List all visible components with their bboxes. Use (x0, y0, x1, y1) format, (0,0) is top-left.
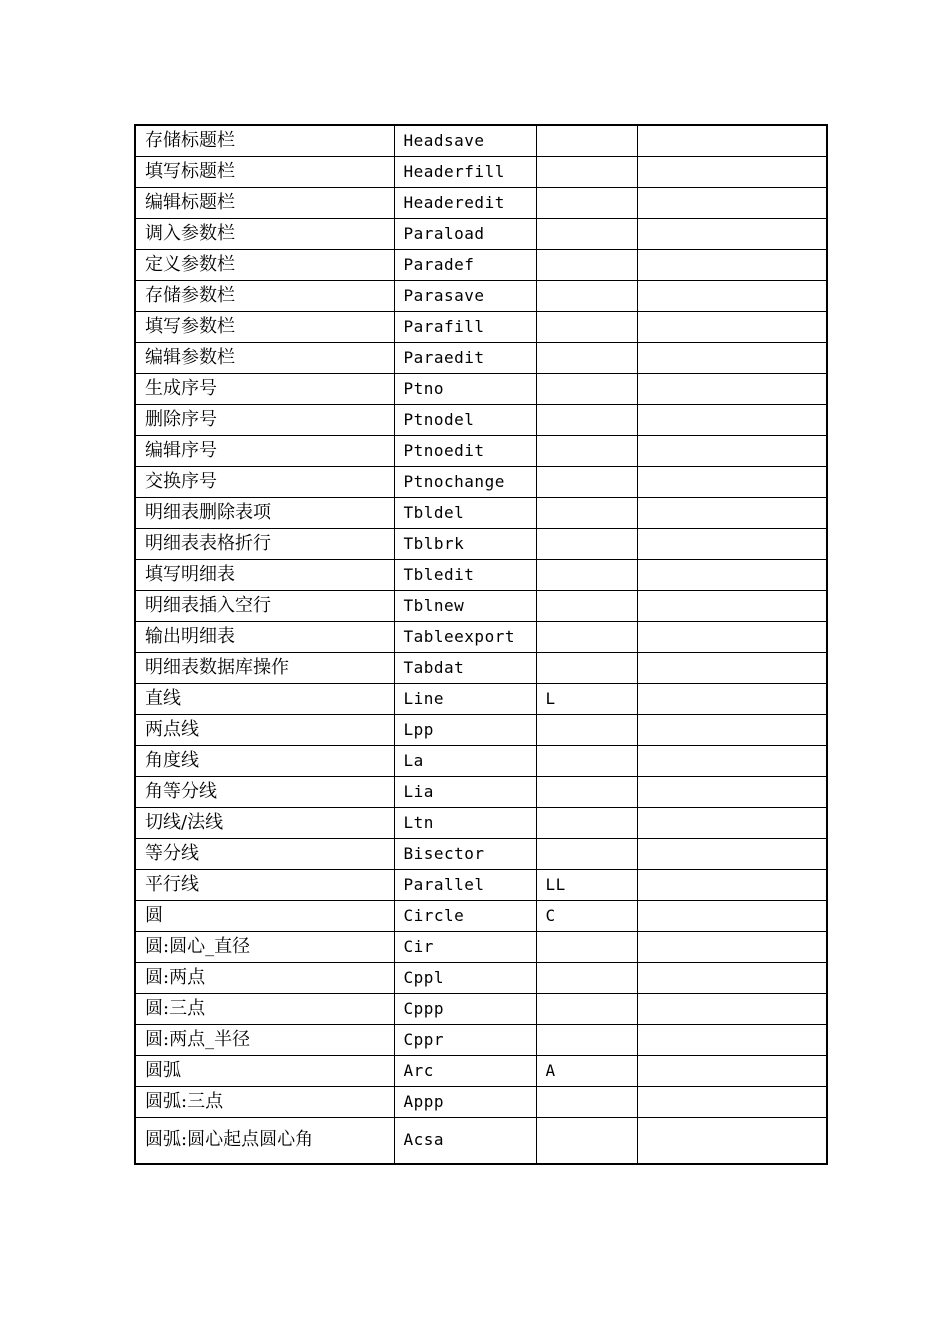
table-row (135, 311, 827, 342)
command-code-cell: Tbledit (394, 559, 536, 590)
command-code-cell: Paradef (394, 249, 536, 280)
table-row (135, 931, 827, 962)
command-alias-cell (536, 497, 637, 528)
command-name-cell: 直线 (135, 683, 394, 714)
command-alias-cell (536, 125, 637, 156)
command-alias-cell (536, 280, 637, 311)
command-name-cell: 等分线 (135, 838, 394, 869)
command-note-cell (637, 1055, 827, 1086)
command-name-cell: 填写明细表 (135, 559, 394, 590)
command-note-cell (637, 373, 827, 404)
command-name-cell: 圆:两点 (135, 962, 394, 993)
command-note-cell (637, 652, 827, 683)
command-table (134, 124, 828, 1165)
command-note-cell (637, 559, 827, 590)
command-name-cell: 明细表数据库操作 (135, 652, 394, 683)
command-name-cell: 角等分线 (135, 776, 394, 807)
table-row (135, 590, 827, 621)
command-note-cell (637, 1117, 827, 1164)
command-alias-cell (536, 218, 637, 249)
command-note-cell (637, 342, 827, 373)
table-row (135, 1086, 827, 1117)
table-row (135, 466, 827, 497)
table-row (135, 1024, 827, 1055)
command-alias-cell (536, 745, 637, 776)
command-alias-cell (536, 249, 637, 280)
table-row (135, 156, 827, 187)
command-name-cell: 填写标题栏 (135, 156, 394, 187)
table-row (135, 962, 827, 993)
command-code-cell: Tblnew (394, 590, 536, 621)
command-code-cell: Appp (394, 1086, 536, 1117)
command-alias-cell: C (536, 900, 637, 931)
command-name-cell: 填写参数栏 (135, 311, 394, 342)
command-name-cell: 调入参数栏 (135, 218, 394, 249)
command-note-cell (637, 311, 827, 342)
command-code-cell: Cppr (394, 1024, 536, 1055)
command-note-cell (637, 683, 827, 714)
command-code-cell: Circle (394, 900, 536, 931)
command-alias-cell (536, 528, 637, 559)
command-alias-cell (536, 559, 637, 590)
command-code-cell: Ptnoedit (394, 435, 536, 466)
table-row (135, 435, 827, 466)
command-alias-cell (536, 962, 637, 993)
command-code-cell: Line (394, 683, 536, 714)
command-name-cell: 编辑标题栏 (135, 187, 394, 218)
command-note-cell (637, 125, 827, 156)
command-alias-cell (536, 156, 637, 187)
command-alias-cell (536, 1086, 637, 1117)
table-row (135, 838, 827, 869)
command-code-cell: Bisector (394, 838, 536, 869)
command-note-cell (637, 993, 827, 1024)
command-name-cell: 编辑序号 (135, 435, 394, 466)
table-row (135, 280, 827, 311)
command-alias-cell (536, 311, 637, 342)
command-code-cell: Headsave (394, 125, 536, 156)
table-row (135, 125, 827, 156)
table-row (135, 497, 827, 528)
command-note-cell (637, 497, 827, 528)
command-name-cell: 圆弧 (135, 1055, 394, 1086)
command-name-cell: 平行线 (135, 869, 394, 900)
command-alias-cell (536, 652, 637, 683)
command-alias-cell (536, 714, 637, 745)
command-note-cell (637, 187, 827, 218)
table-row (135, 900, 827, 931)
command-code-cell: Paraload (394, 218, 536, 249)
command-name-cell: 交换序号 (135, 466, 394, 497)
command-alias-cell (536, 807, 637, 838)
command-note-cell (637, 404, 827, 435)
command-alias-cell (536, 404, 637, 435)
command-note-cell (637, 156, 827, 187)
command-code-cell: Arc (394, 1055, 536, 1086)
table-row (135, 1055, 827, 1086)
command-name-cell: 角度线 (135, 745, 394, 776)
command-name-cell: 生成序号 (135, 373, 394, 404)
command-code-cell: Parafill (394, 311, 536, 342)
command-alias-cell: L (536, 683, 637, 714)
command-name-cell: 圆 (135, 900, 394, 931)
command-alias-cell (536, 621, 637, 652)
command-note-cell (637, 745, 827, 776)
command-name-cell: 明细表表格折行 (135, 528, 394, 559)
command-note-cell (637, 807, 827, 838)
command-code-cell: Tblbrk (394, 528, 536, 559)
command-note-cell (637, 466, 827, 497)
command-note-cell (637, 1024, 827, 1055)
table-row (135, 745, 827, 776)
table-row (135, 1117, 827, 1164)
command-code-cell: Cir (394, 931, 536, 962)
command-name-cell: 明细表插入空行 (135, 590, 394, 621)
table-row (135, 373, 827, 404)
command-alias-cell (536, 993, 637, 1024)
command-code-cell: Parallel (394, 869, 536, 900)
command-name-cell: 存储标题栏 (135, 125, 394, 156)
command-code-cell: Lpp (394, 714, 536, 745)
command-note-cell (637, 590, 827, 621)
command-name-cell: 两点线 (135, 714, 394, 745)
command-alias-cell (536, 776, 637, 807)
table-row (135, 404, 827, 435)
command-note-cell (637, 621, 827, 652)
table-row (135, 652, 827, 683)
command-note-cell (637, 714, 827, 745)
command-note-cell (637, 218, 827, 249)
command-name-cell: 圆:圆心_直径 (135, 931, 394, 962)
command-code-cell: Tbldel (394, 497, 536, 528)
command-alias-cell: LL (536, 869, 637, 900)
command-alias-cell (536, 1024, 637, 1055)
command-alias-cell (536, 1117, 637, 1164)
command-name-cell: 明细表删除表项 (135, 497, 394, 528)
table-row (135, 993, 827, 1024)
command-note-cell (637, 435, 827, 466)
command-code-cell: La (394, 745, 536, 776)
command-code-cell: Ltn (394, 807, 536, 838)
command-note-cell (637, 280, 827, 311)
command-alias-cell: A (536, 1055, 637, 1086)
command-note-cell (637, 869, 827, 900)
command-code-cell: Ptnodel (394, 404, 536, 435)
command-alias-cell (536, 931, 637, 962)
command-note-cell (637, 776, 827, 807)
command-name-cell: 编辑参数栏 (135, 342, 394, 373)
command-code-cell: Headeredit (394, 187, 536, 218)
command-name-cell: 输出明细表 (135, 621, 394, 652)
table-row (135, 683, 827, 714)
command-name-cell: 删除序号 (135, 404, 394, 435)
table-row (135, 621, 827, 652)
command-name-cell: 圆弧:三点 (135, 1086, 394, 1117)
table-row (135, 249, 827, 280)
table-row (135, 528, 827, 559)
command-name-cell: 存储参数栏 (135, 280, 394, 311)
command-code-cell: Acsa (394, 1117, 536, 1164)
table-row (135, 776, 827, 807)
command-code-cell: Parasave (394, 280, 536, 311)
command-alias-cell (536, 187, 637, 218)
table-row (135, 218, 827, 249)
command-alias-cell (536, 342, 637, 373)
command-code-cell: Cppp (394, 993, 536, 1024)
command-note-cell (637, 1086, 827, 1117)
command-alias-cell (536, 590, 637, 621)
command-code-cell: Tabdat (394, 652, 536, 683)
command-alias-cell (536, 838, 637, 869)
command-name-cell: 圆:三点 (135, 993, 394, 1024)
command-code-cell: Tableexport (394, 621, 536, 652)
table-row (135, 187, 827, 218)
command-code-cell: Ptno (394, 373, 536, 404)
command-note-cell (637, 962, 827, 993)
table-row (135, 807, 827, 838)
command-note-cell (637, 838, 827, 869)
command-code-cell: Cppl (394, 962, 536, 993)
command-name-cell: 圆:两点_半径 (135, 1024, 394, 1055)
command-alias-cell (536, 435, 637, 466)
command-code-cell: Ptnochange (394, 466, 536, 497)
command-code-cell: Lia (394, 776, 536, 807)
command-note-cell (637, 249, 827, 280)
command-table-body (135, 125, 827, 1164)
command-note-cell (637, 900, 827, 931)
command-alias-cell (536, 466, 637, 497)
table-row (135, 714, 827, 745)
command-name-cell: 切线/法线 (135, 807, 394, 838)
command-alias-cell (536, 373, 637, 404)
command-note-cell (637, 528, 827, 559)
command-code-cell: Paraedit (394, 342, 536, 373)
table-row (135, 869, 827, 900)
command-code-cell: Headerfill (394, 156, 536, 187)
command-name-cell: 定义参数栏 (135, 249, 394, 280)
table-row (135, 559, 827, 590)
table-row (135, 342, 827, 373)
command-name-cell: 圆弧:圆心起点圆心角 (135, 1117, 394, 1164)
command-note-cell (637, 931, 827, 962)
